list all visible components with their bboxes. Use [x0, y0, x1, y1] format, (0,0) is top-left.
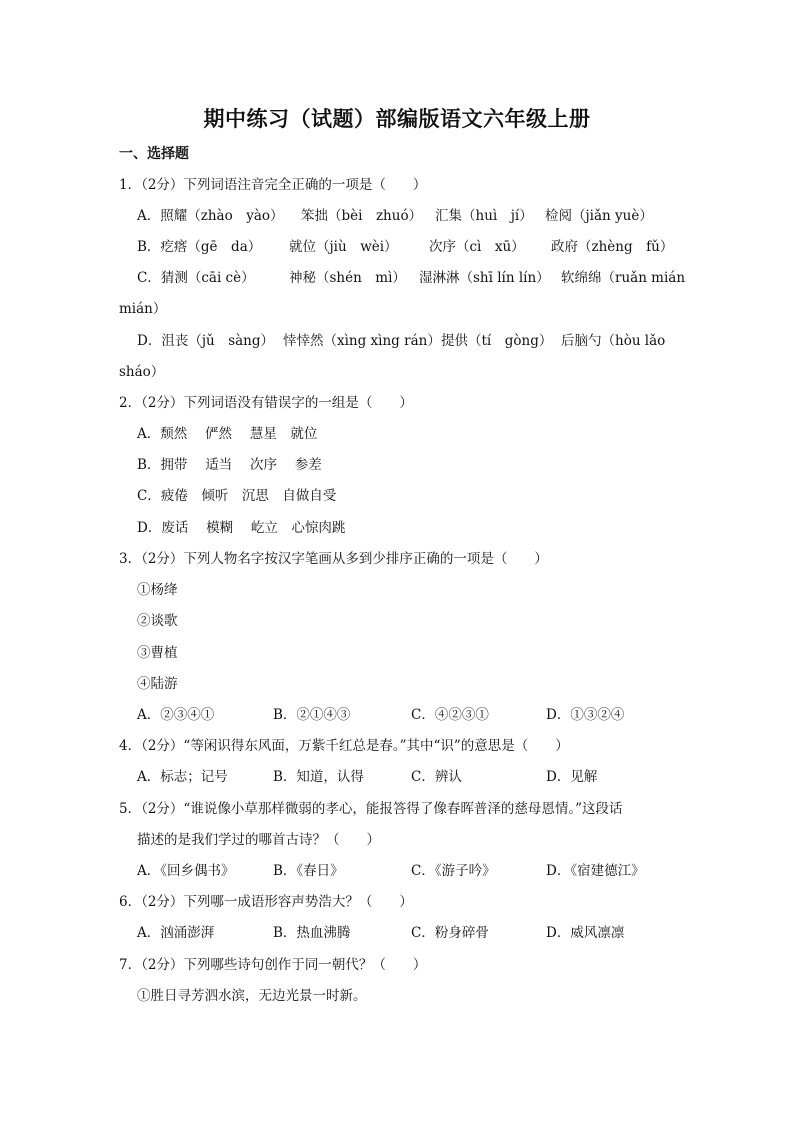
question-7-stem: 7．（2分）下列哪些诗句创作于同一朝代？（ ）: [119, 957, 427, 973]
q4-option-d: D．见解: [546, 769, 598, 785]
q4-option-b: B．知道，认得: [273, 769, 364, 785]
q1-b-word-1: B．疙瘩（gē da）: [137, 239, 262, 255]
question-3-item-2: ②谈歌: [137, 613, 178, 629]
section-heading: 一、选择题: [119, 146, 189, 162]
question-1-option-d-wrap: sháo）: [119, 364, 165, 380]
q3-option-b: B．②①④③: [273, 707, 351, 723]
q1-b-word-4: 政府（zhèng fǔ）: [551, 239, 674, 255]
question-1-option-c-wrap: mián）: [119, 301, 167, 317]
q1-a-word-1: A．照耀（zhào yào）: [137, 208, 284, 224]
page-title: 期中练习（试题）部编版语文六年级上册: [203, 106, 591, 131]
q3-option-d: D．①③②④: [546, 707, 625, 723]
q1-a-word-3: 汇集（huì jí）: [435, 208, 533, 224]
question-2-option-d: D．废话 模糊 屹立 心惊肉跳: [137, 520, 346, 536]
question-1-stem: 1．（2分）下列词语注音完全正确的一项是（ ）: [119, 177, 427, 193]
question-5-stem: 5．（2分）“谁说像小草那样微弱的孝心，能报答得了像春晖普泽的慈母恩情。”这段话: [119, 801, 623, 817]
q3-option-a: A．②③④①: [137, 707, 215, 723]
q5-option-d: D．《宿建德江》: [546, 863, 645, 879]
q4-option-a: A．标志；记号: [137, 769, 228, 785]
q6-option-d: D．威风凛凛: [546, 925, 625, 941]
question-2-option-b: B．拥带 适当 次序 参差: [137, 457, 322, 473]
q5-option-b: B．《春日》: [273, 863, 344, 879]
q1-d-word-1: D．沮丧（jǔ sàng）: [137, 333, 275, 349]
question-2-option-a: A．颓然 俨然 慧星 就位: [137, 426, 318, 442]
q1-c-word-4: 软绵绵（ruǎn mián: [561, 270, 686, 286]
q1-c-word-2: 神秘（shén mì）: [289, 270, 406, 286]
q1-b-word-2: 就位（jiù wèi）: [289, 239, 398, 255]
question-5-stem-continued: 描述的是我们学过的哪首古诗？（ ）: [137, 832, 380, 848]
question-3-item-4: ④陆游: [137, 676, 178, 692]
q6-option-c: C．粉身碎骨: [411, 925, 489, 941]
question-7-item-1: ①胜日寻芳泗水滨，无边光景一时新。: [137, 988, 367, 1004]
q1-c-word-1: C．猜测（cāi cè）: [137, 270, 255, 286]
q6-option-b: B．热血沸腾: [273, 925, 351, 941]
question-4-stem: 4．（2分）“等闲识得东风面，万紫千红总是春。”其中“识”的意思是（ ）: [119, 738, 569, 754]
q1-d-word-3: 提供（tí gòng）: [441, 333, 553, 349]
q3-option-c: C．④②③①: [411, 707, 489, 723]
question-2-option-c: C．疲倦 倾听 沉思 自做自受: [137, 488, 337, 504]
question-3-item-1: ①杨绛: [137, 582, 178, 598]
q1-a-word-2: 笨拙（bèi zhuó）: [301, 208, 423, 224]
q1-a-word-4: 检阅（jiǎn yuè）: [545, 208, 653, 224]
q5-option-a: A．《回乡偶书》: [137, 863, 235, 879]
question-3-stem: 3．（2分）下列人物名字按汉字笔画从多到少排序正确的一项是（ ）: [119, 551, 548, 567]
q1-d-word-4: 后脑勺（hòu lǎo: [561, 333, 666, 349]
q1-c-word-3: 湿淋淋（shī lín lín）: [419, 270, 550, 286]
q6-option-a: A．汹涌澎湃: [137, 925, 215, 941]
q4-option-c: C．辨认: [411, 769, 462, 785]
question-2-stem: 2．（2分）下列词语没有错误字的一组是（ ）: [119, 395, 413, 411]
question-6-stem: 6．（2分）下列哪一成语形容声势浩大？（ ）: [119, 894, 413, 910]
q1-d-word-2: 悻悻然（xìng xìng rán）: [283, 333, 441, 349]
q5-option-c: C．《游子吟》: [411, 863, 496, 879]
question-3-item-3: ③曹植: [137, 645, 178, 661]
q1-b-word-3: 次序（cì xū）: [429, 239, 525, 255]
